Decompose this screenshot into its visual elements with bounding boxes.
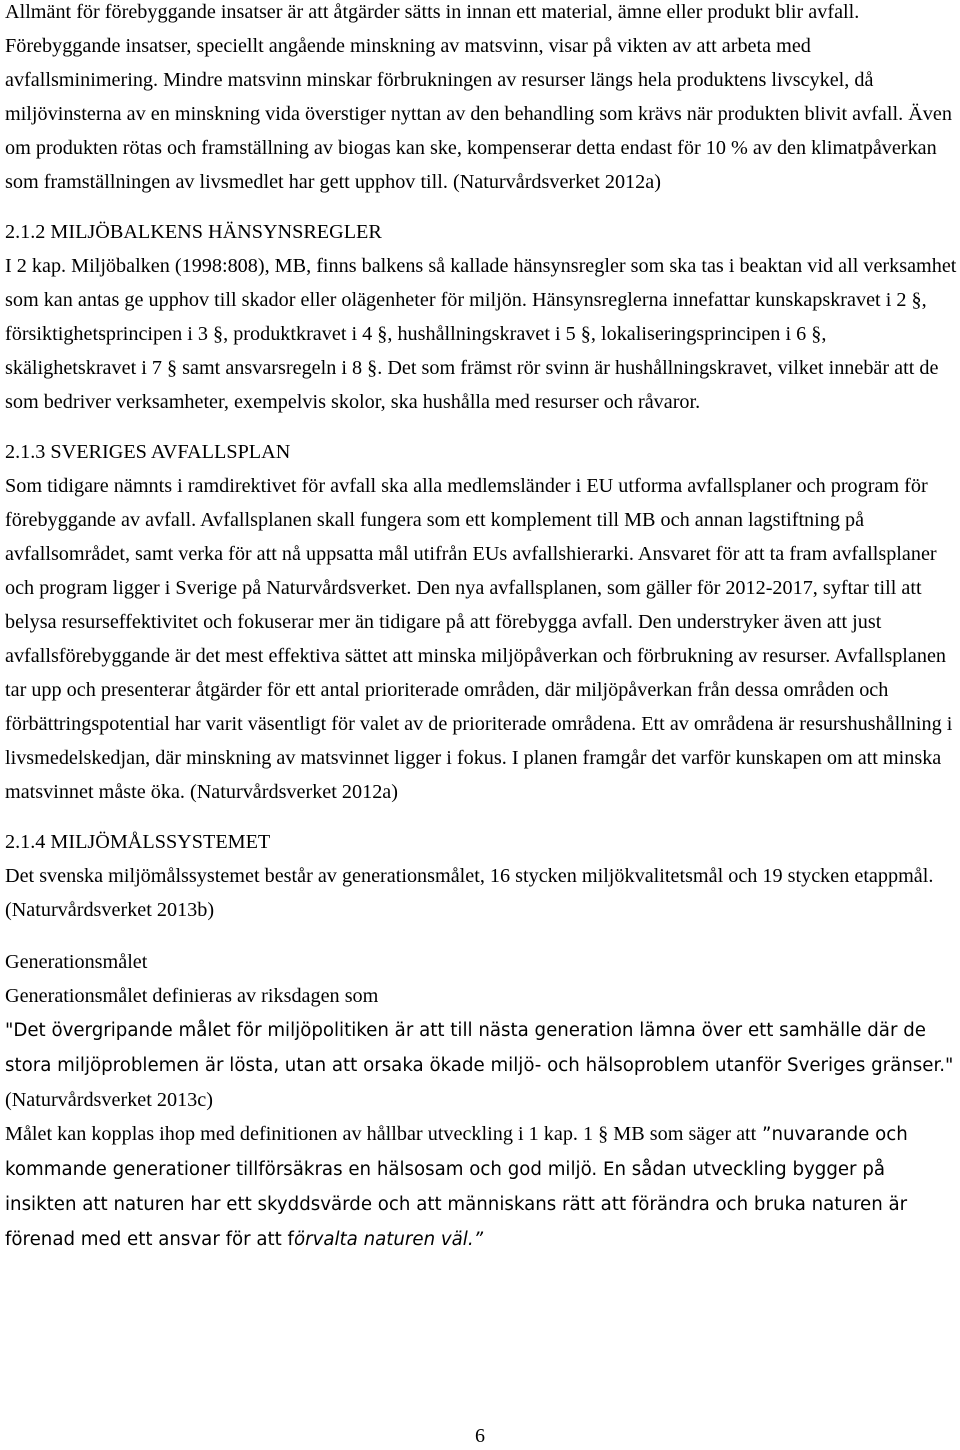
page-number: 6 xyxy=(475,1425,485,1447)
section-heading-2-1-4: 2.1.4 MILJÖMÅLSSYSTEMET xyxy=(5,831,271,853)
hallbar-utveckling-paragraph xyxy=(5,1117,957,1257)
intro-paragraph: Allmänt för förebyggande insatser är att åtgärder sätts in innan ett material, ämne eller produkt blir avfall. Förebyggande insatser, speciellt angående minskning av matsvinn, visar på vikten av att arbeta med avfallsminimering. Mindre matsvinn minskar förbrukningen av resurser längs hela produktens livscykel, då miljövinsterna av en minskning vida överstiger nyttan av den behandling som krävs när produkten blivit avfall. Även om produkten rötas och framställning av biogas kan ske, kompenserar detta endast för 10 % av den klimatpåverkan som framställningen av livsmedlet har gett upphov till. (Naturvårdsverket 2012a) xyxy=(5,1,952,193)
section-2-1-2-paragraph: I 2 kap. Miljöbalken (1998:808), MB, finns balkens så kallade hänsynsregler som ska tas i beaktan vid all verksamhet som kan antas ge upphov till skador eller olägenheter för miljön. Hänsynsreglerna innefattar kunskapskravet i 2 §, försiktighetsprincipen i 3 §, produktkravet i 4 §, hushållningskravet i 5 §, lokaliseringsprincipen i 6 §, skälighetskravet i 7 § samt ansvarsregeln i 8 §. Det som främst rör svinn är hushållningskravet, vilket innebär att de som bedriver verksamheter, exempelvis skolor, ska hushålla med resurser och råvaror. xyxy=(5,255,957,413)
subheading-generationsmalet: Generationsmålet xyxy=(5,951,148,973)
section-2-1-3-paragraph: Som tidigare nämnts i ramdirektivet för avfall ska alla medlemsländer i EU utforma avfallsplaner och program för förebyggande av avfall. Avfallsplanen skall fungera som ett komplement till MB och annan lagstiftning på avfallsområdet, samt verka för att nå uppsatta mål utifrån EUs avfallshierarki. Ansvaret för att ta fram avfallsplaner och program ligger i Sverige på Naturvårdsverket. Den nya avfallsplanen, som gäller för 2012-2017, syftar till att belysa resurseffektivitet och fokuserar mer än tidigare på att förebygga avfall. Den understryker även att just avfallsförebyggande är det mest effektiva sättet att minska miljöpåverkan och förbrukning av resurser. Avfallsplanen tar upp och presenterar åtgärder för ett antal prioriterade områden, där miljöpåverkan från dessa områden och förbättringspotential har varit väsentligt för valet av de prioriterade områdena. Ett av områdena är resurshushållning i livsmedelskedjan, där minskning av matsvinnet ligger i fokus. I planen framgår det varför kunskapen om att minska matsvinnet måste öka. (Naturvårdsverket 2012a) xyxy=(5,475,953,803)
generationsmalet-quote-paragraph xyxy=(5,1013,957,1117)
generationsmalet-definition: Generationsmålet definieras av riksdagen som xyxy=(5,985,379,1007)
section-2-1-4-paragraph: Det svenska miljömålssystemet består av generationsmålet, 16 stycken miljökvalitetsmål och 19 stycken etappmål. (Naturvårdsverket 2013b) xyxy=(5,865,934,921)
generationsmalet-quote-reference: (Naturvårdsverket 2013c) xyxy=(5,1089,213,1111)
hallbar-utveckling-quote-end: örvalta naturen väl.” xyxy=(293,1229,484,1250)
section-heading-2-1-3: 2.1.3 SVERIGES AVFALLSPLAN xyxy=(5,441,291,463)
generationsmalet-quote: "Det övergripande målet för miljöpolitiken är att till nästa generation lämna över ett samhälle där de stora miljöproblemen är lösta, utan att orsaka ökade miljö- och hälsoproblem utanför Sveriges gränser." xyxy=(5,1020,954,1076)
section-heading-2-1-2: 2.1.2 MILJÖBALKENS HÄNSYNSREGLER xyxy=(5,221,382,243)
hallbar-utveckling-quote: ”nuvarande och kommande generationer tillförsäkras en hälsosam och god miljö. En sådan utveckling bygger på insikten att naturen har ett skyddsvärde och att människans rätt att förändra och bruka naturen är förenad med ett ansvar för att f xyxy=(5,1124,908,1250)
hallbar-utveckling-text: Målet kan kopplas ihop med definitionen av hållbar utveckling i 1 kap. 1 § MB som säger att xyxy=(5,1123,757,1145)
document-page xyxy=(5,0,957,1257)
